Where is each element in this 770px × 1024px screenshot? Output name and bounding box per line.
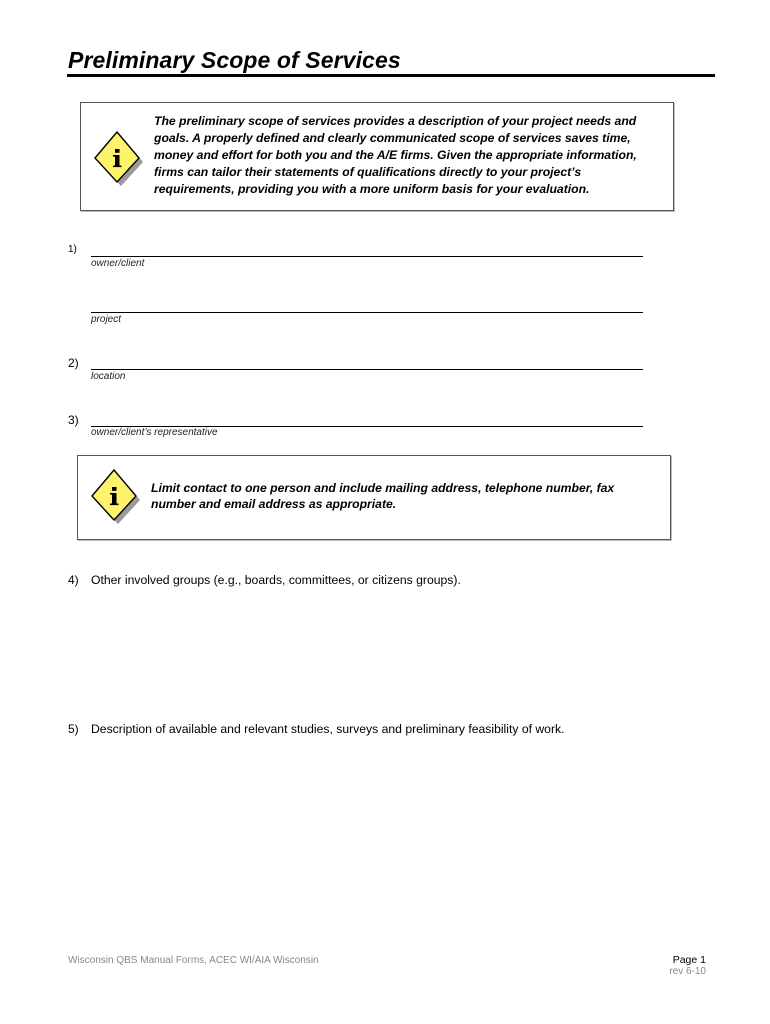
project-field[interactable] xyxy=(91,312,643,313)
owner-client-field[interactable] xyxy=(91,256,643,257)
field-label-project: project xyxy=(91,314,122,325)
field-label-location: location xyxy=(91,371,126,382)
footer-source: Wisconsin QBS Manual Forms, ACEC WI/AIA Wisconsin xyxy=(68,955,319,966)
revision-label: rev 6-10 xyxy=(669,966,706,977)
item-studies: Description of available and relevant studies, surveys and preliminary feasibility of work. xyxy=(91,722,565,736)
info-icon xyxy=(91,128,145,186)
title-divider xyxy=(67,74,715,77)
page-title: Preliminary Scope of Services xyxy=(68,47,401,73)
info-note-scope xyxy=(80,102,674,211)
info-note-contact xyxy=(77,455,671,540)
note-line: Limit contact to one person and include mailing address, telephone number, fax xyxy=(151,481,615,495)
note-line: requirements, providing you with a more uniform basis for your evaluation. xyxy=(154,182,590,196)
note-line: money and effort for both you and the A/E firms. Given the appropriate information, xyxy=(154,148,637,162)
item-number: 5) xyxy=(68,722,79,736)
field-number: 2) xyxy=(68,356,79,370)
info-icon xyxy=(88,466,142,524)
item-number: 4) xyxy=(68,573,79,587)
item-other-groups: Other involved groups (e.g., boards, committees, or citizens groups). xyxy=(91,573,461,587)
field-number: 3) xyxy=(68,413,79,427)
page-number: Page 1 xyxy=(672,954,706,966)
location-field[interactable] xyxy=(91,369,643,370)
field-number: 1) xyxy=(68,244,77,255)
note-line: goals. A properly defined and clearly communicated scope of services saves time, xyxy=(154,131,631,145)
note-line: firms can tailor their statements of qualifications directly to your project’s xyxy=(154,165,582,179)
field-label-owner-client: owner/client xyxy=(91,258,145,269)
note-line: number and email address as appropriate. xyxy=(151,497,397,511)
field-label-representative: owner/client’s representative xyxy=(91,427,218,438)
note-line: The preliminary scope of services provides a description of your project needs and xyxy=(154,114,637,128)
